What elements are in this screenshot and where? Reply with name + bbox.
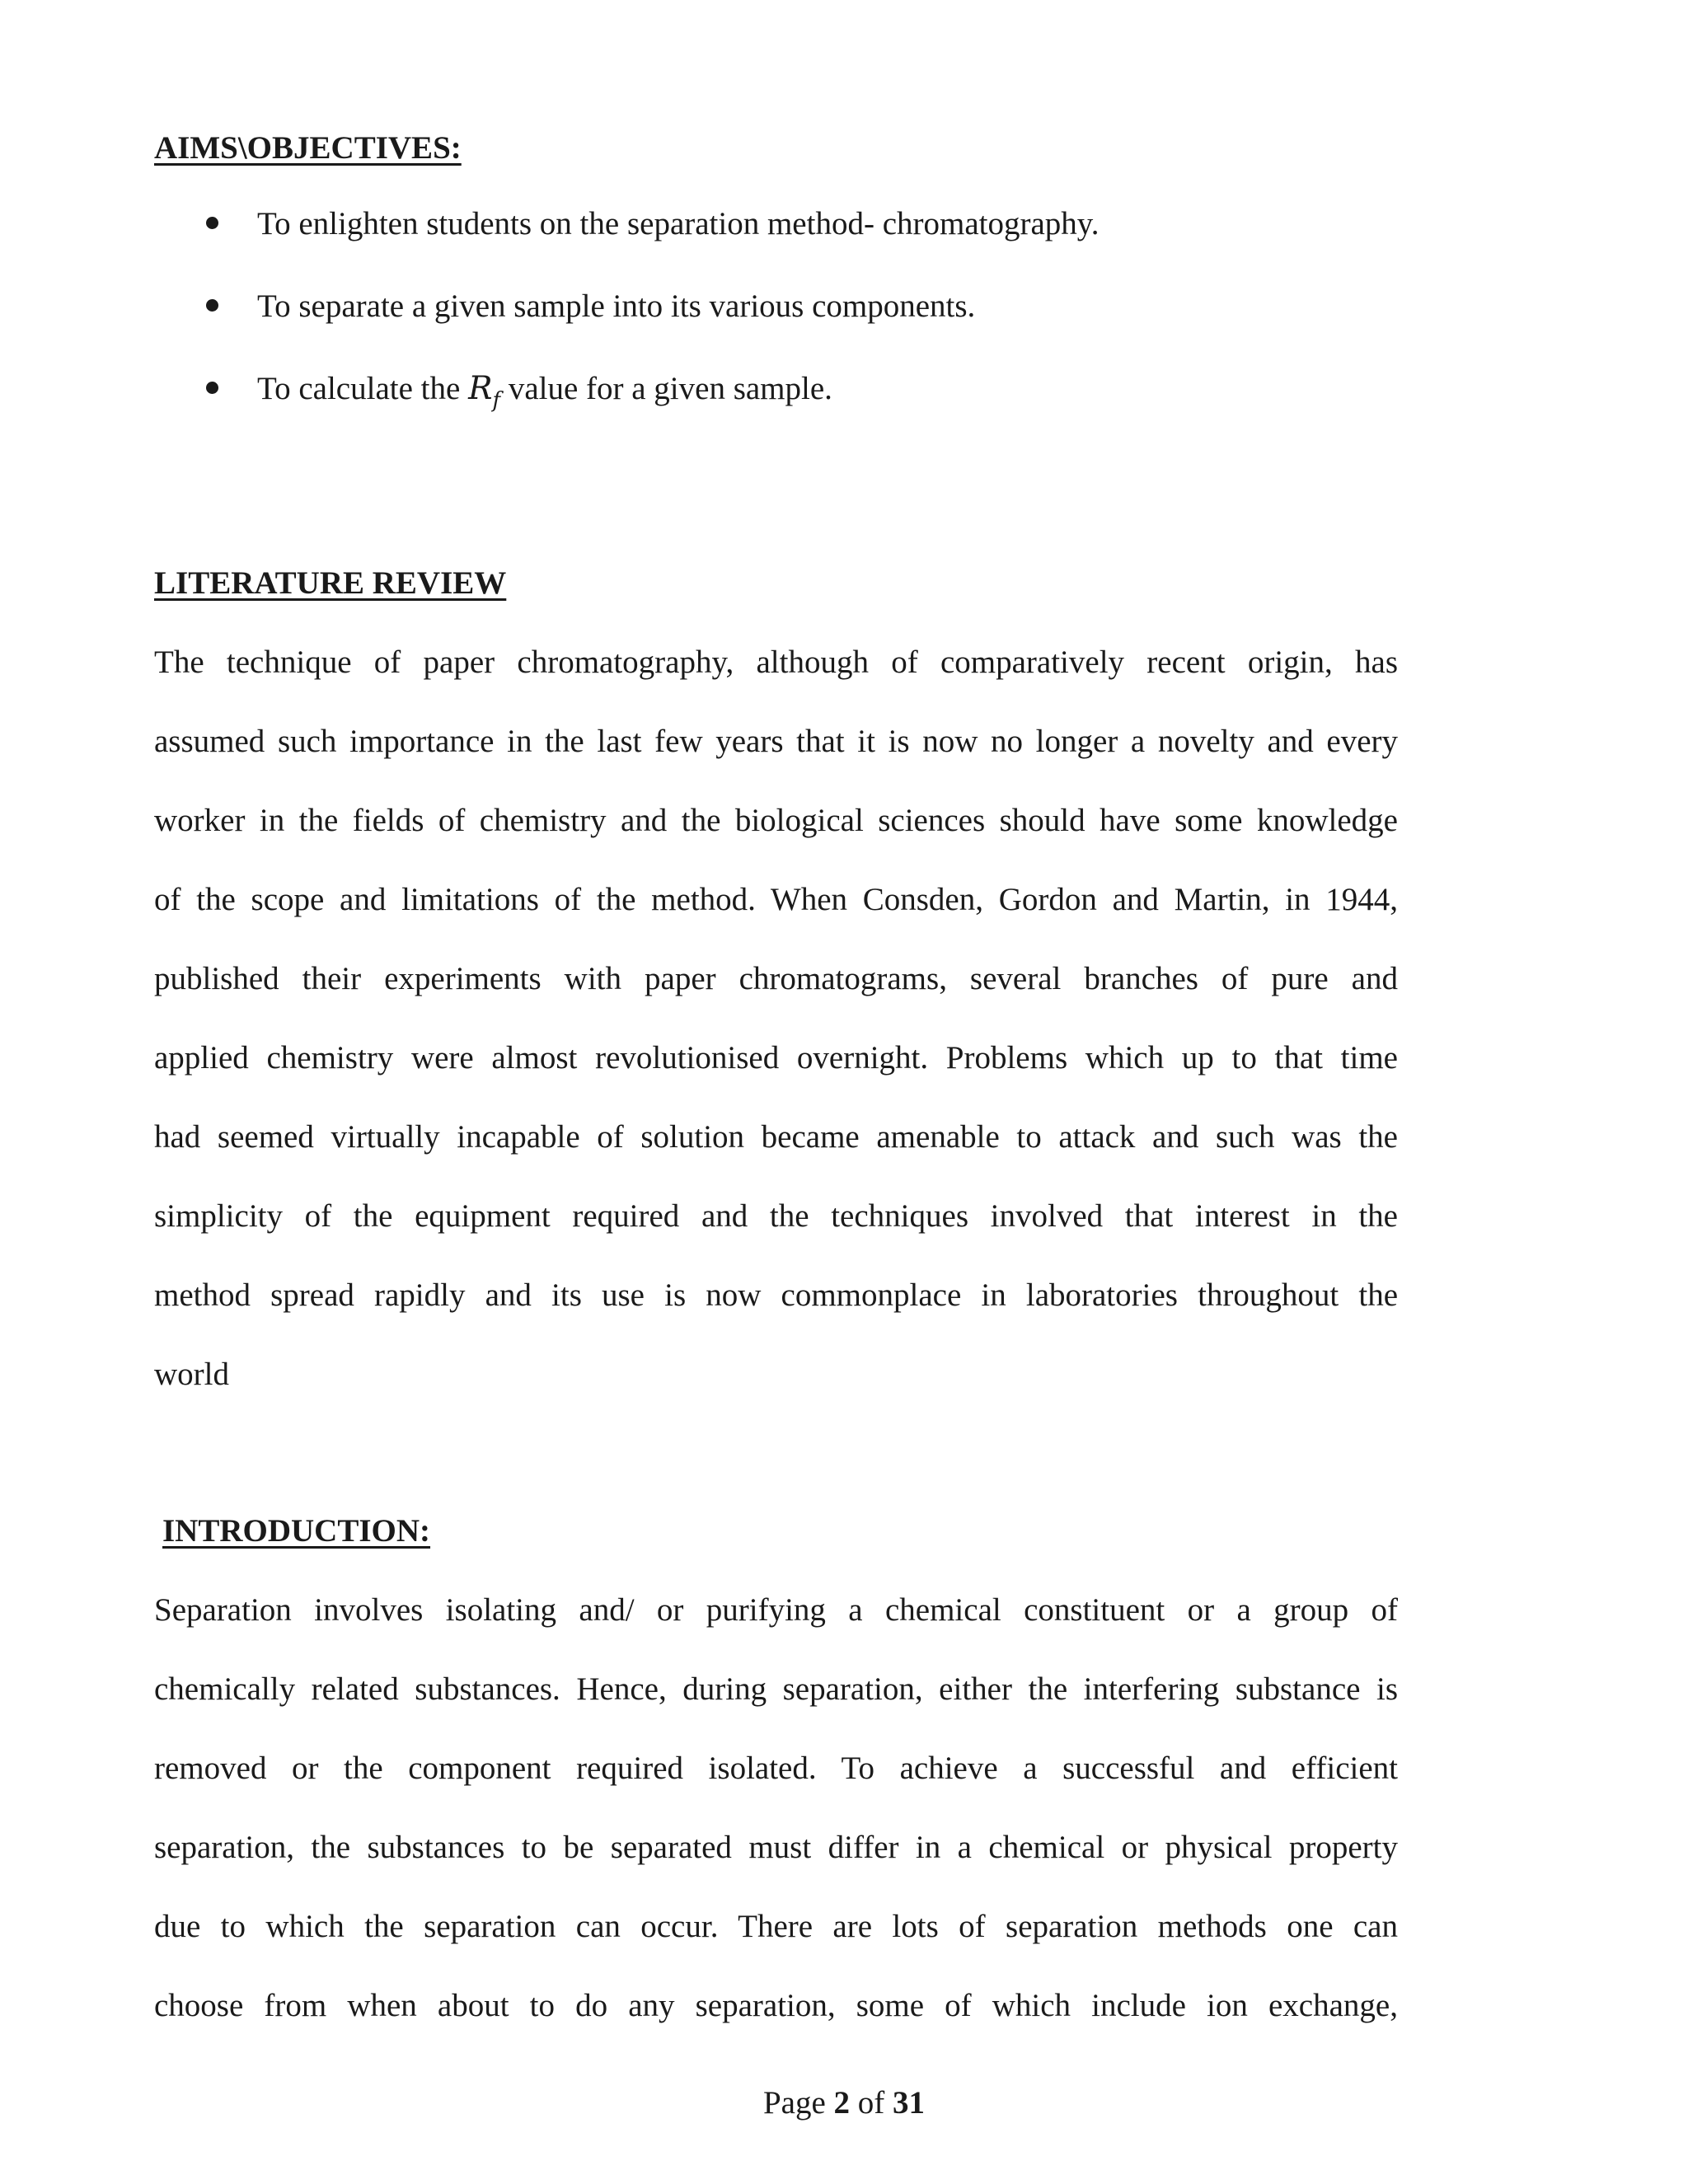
introduction-heading: INTRODUCTION: [162, 1513, 431, 1549]
paragraph-line: chemically related substances. Hence, during separation, either the interfering substance is [154, 1671, 1398, 1707]
bullet-text-post: value for a given sample. [500, 371, 832, 406]
rf-symbol-subscript: f [492, 388, 501, 413]
rf-symbol [468, 370, 501, 413]
list-item [206, 370, 1099, 455]
page-number-footer [0, 2087, 1688, 2119]
total-page-count: 31 [893, 2085, 926, 2121]
paragraph-line: worker in the fields of chemistry and the biological sciences should have some knowledge [154, 803, 1398, 838]
paragraph-line: simplicity of the equipment required and the techniques involved that interest in the [154, 1198, 1398, 1234]
bullet-icon [206, 299, 218, 312]
paragraph-line: published their experiments with paper chromatograms, several branches of pure and [154, 961, 1398, 996]
list-item [206, 208, 1099, 290]
bullet-text-pre: To calculate the [257, 371, 469, 406]
list-item [206, 290, 1099, 373]
paragraph-line: separation, the substances to be separated must differ in a chemical or physical property [154, 1830, 1398, 1865]
bullet-icon [206, 382, 218, 394]
paragraph-line: choose from when about to do any separation, some of which include ion exchange, [154, 1988, 1398, 2023]
current-page-number: 2 [833, 2085, 851, 2121]
paragraph-line: method spread rapidly and its use is now commonplace in laboratories throughout the [154, 1277, 1398, 1313]
paragraph-line: removed or the component required isolated. To achieve a successful and efficient [154, 1750, 1398, 1786]
aims-heading: AIMS\OBJECTIVES: [154, 130, 462, 166]
introduction-paragraph [154, 1594, 1398, 2069]
paragraph-line: of the scope and limitations of the method. When Consden, Gordon and Martin, in 1944, [154, 882, 1398, 917]
literature-review-heading: LITERATURE REVIEW [154, 565, 507, 601]
paragraph-line: The technique of paper chromatography, although of comparatively recent origin, has [154, 644, 1398, 680]
bullet-text: To enlighten students on the separation method- chromatography. [257, 206, 1100, 241]
bullet-text: To separate a given sample into its various components. [257, 288, 976, 324]
paragraph-line: world [154, 1357, 229, 1392]
paragraph-line: applied chemistry were almost revolutionised overnight. Problems which up to that time [154, 1040, 1398, 1076]
rf-symbol-base: R [468, 370, 493, 407]
paragraph-line: assumed such importance in the last few years that it is now no longer a novelty and every [154, 724, 1398, 759]
paragraph-line: had seemed virtually incapable of solution became amenable to attack and such was the [154, 1119, 1398, 1155]
aims-bullet-list [206, 208, 1099, 455]
footer-middle: of [850, 2085, 893, 2121]
literature-review-paragraph [154, 646, 1398, 1437]
footer-prefix: Page [762, 2085, 834, 2121]
paragraph-line: due to which the separation can occur. There are lots of separation methods one can [154, 1909, 1398, 1944]
paragraph-line: Separation involves isolating and/ or purifying a chemical constituent or a group of [154, 1592, 1398, 1628]
bullet-icon [206, 217, 218, 229]
